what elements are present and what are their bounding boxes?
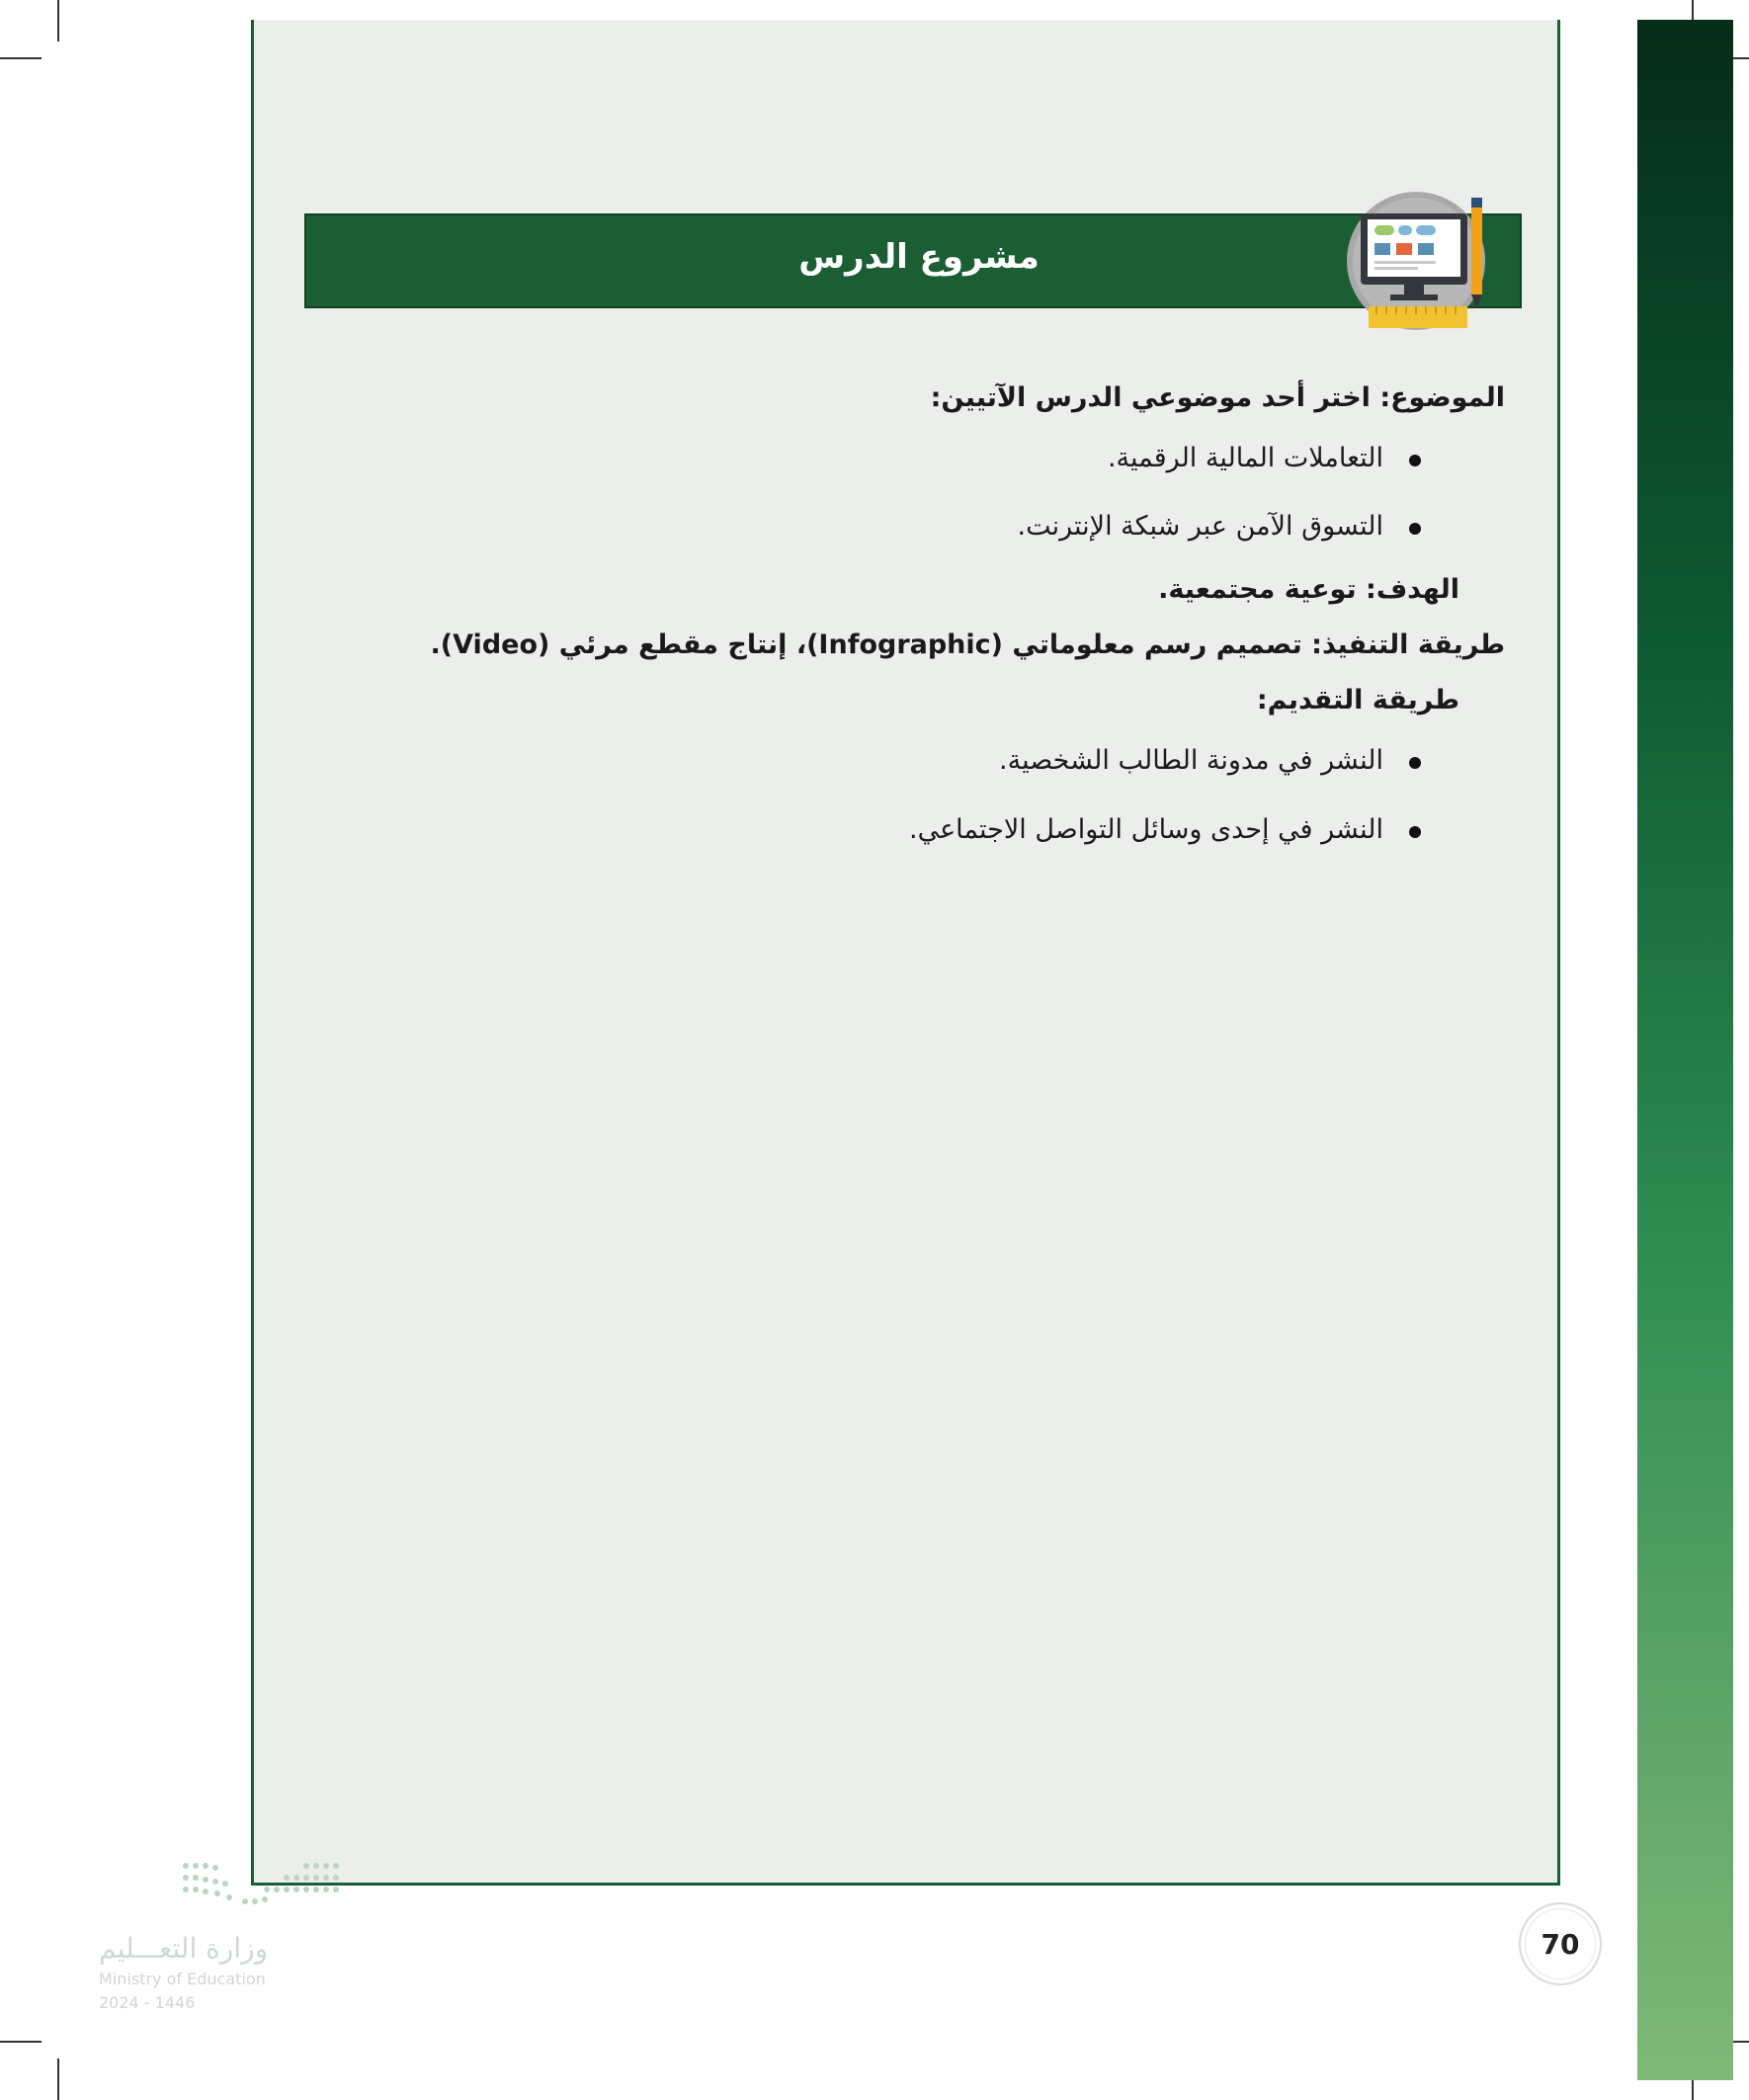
watermark-ministry-ar: وزارة التعـــليم (99, 1932, 269, 1965)
method-video: (Video) (440, 630, 550, 660)
topic-item: التسوق الآمن عبر شبكة الإنترنت. (1017, 511, 1383, 542)
bullet-dot (1409, 757, 1421, 769)
bullet-dot (1409, 455, 1421, 466)
method-text (431, 626, 1505, 665)
watermark-year: 2024 - 1446 (99, 1993, 196, 2012)
page-number-badge (1519, 1902, 1602, 1985)
page-title: مشروع الدرس (798, 237, 1040, 277)
method-middle: ، إنتاج مقطع مرئي (558, 630, 807, 660)
method-infographic: (Infographic) (806, 630, 1004, 660)
method-suffix: . (430, 630, 441, 660)
presentation-item: النشر في مدونة الطالب الشخصية. (999, 745, 1383, 776)
goal-text: الهدف: توعية مجتمعية. (1158, 574, 1459, 605)
crop-mark (57, 0, 59, 42)
presentation-item: النشر في إحدى وسائل التواصل الاجتماعي. (908, 814, 1383, 845)
side-gradient-strip (1637, 20, 1733, 2080)
bullet-dot (1409, 523, 1421, 535)
crop-mark (0, 2041, 42, 2043)
crop-mark (0, 57, 42, 59)
computer-ruler-pencil-icon (1339, 188, 1537, 335)
ministry-logo-dots (178, 1858, 356, 1921)
topic-item: التعاملات المالية الرقمية. (1107, 443, 1383, 473)
crop-mark (57, 2058, 59, 2100)
watermark-ministry-en: Ministry of Education (99, 1970, 266, 1988)
presentation-label: طريقة التقديم: (1256, 685, 1459, 715)
bullet-dot (1409, 826, 1421, 838)
page-number: 70 (1525, 1908, 1596, 1979)
method-prefix: طريقة التنفيذ: تصميم رسم معلوماتي (1012, 630, 1505, 660)
topic-label: الموضوع: اختر أحد موضوعي الدرس الآتيين: (930, 382, 1505, 413)
